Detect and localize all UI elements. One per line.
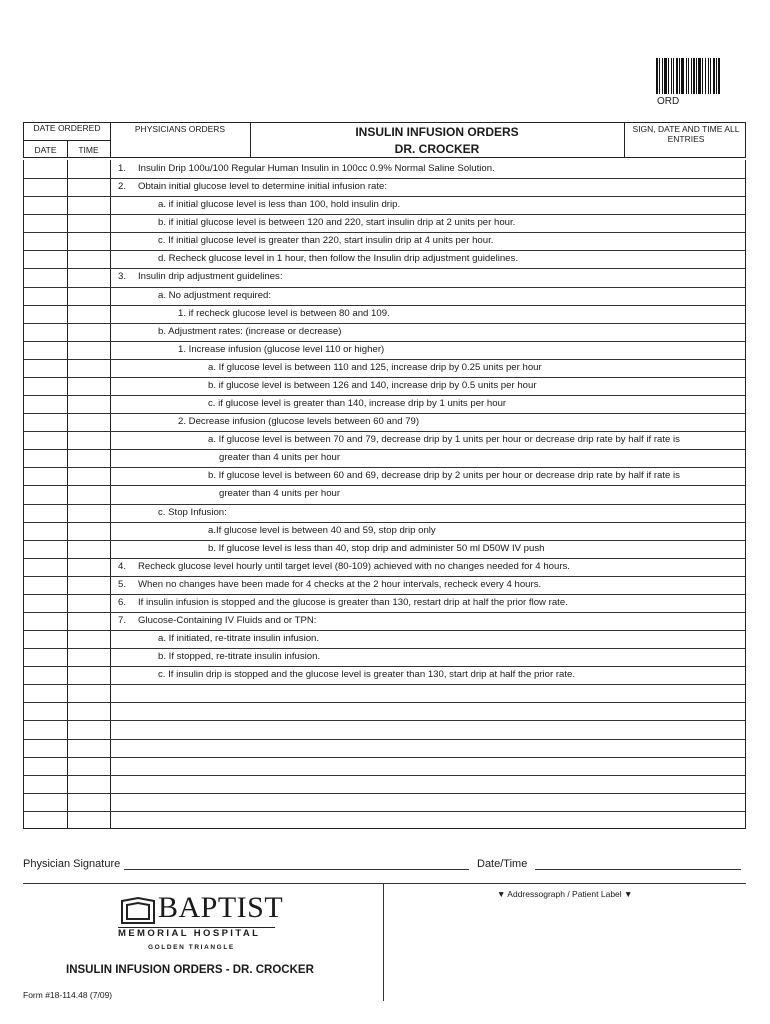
order-row <box>24 720 745 738</box>
order-row <box>24 504 745 522</box>
order-text: Insulin drip adjustment guidelines: <box>138 271 283 282</box>
order-text: greater than 4 units per hour <box>219 488 341 499</box>
order-row <box>24 449 745 467</box>
order-text: b. Adjustment rates: (increase or decrease) <box>158 326 342 337</box>
order-text: Recheck glucose level hourly until target level (80-109) achieved with no changes needed for 4 hours. <box>138 561 570 572</box>
order-text: a. if initial glucose level is less than 100, hold insulin drip. <box>158 199 401 210</box>
order-text: If insulin infusion is stopped and the glucose is greater than 130, restart drip at half the prior flow rate. <box>138 597 568 608</box>
time-column-header: TIME <box>78 145 99 155</box>
order-row <box>24 739 745 757</box>
order-row <box>24 413 745 431</box>
order-row <box>24 612 745 630</box>
order-text: b. if glucose level is between 126 and 140, increase drip by 0.5 units per hour <box>208 380 537 391</box>
order-row <box>24 359 745 377</box>
order-row <box>24 196 745 214</box>
form-footer-title: INSULIN INFUSION ORDERS - DR. CROCKER <box>66 964 314 976</box>
date-column-header: DATE <box>34 145 57 155</box>
order-row <box>24 522 745 540</box>
order-row <box>24 811 745 829</box>
order-row <box>24 775 745 793</box>
order-row <box>24 467 745 485</box>
order-text: Insulin Drip 100u/100 Regular Human Insulin in 100cc 0.9% Normal Saline Solution. <box>138 163 495 174</box>
footer-vertical-divider <box>383 883 384 1001</box>
order-row <box>24 395 745 413</box>
order-text: When no changes have been made for 4 checks at the 2 hour intervals, recheck every 4 hours. <box>138 579 542 590</box>
order-text: c. if glucose level is greater than 140, increase drip by 1 units per hour <box>208 398 507 409</box>
order-text: a. If glucose level is between 70 and 79, decrease drip by 1 units per hour or decrease drip rate by half if rate is <box>208 434 680 445</box>
barcode <box>656 58 744 94</box>
order-text: b. if initial glucose level is between 120 and 220, start insulin drip at 2 units per hour. <box>158 217 516 228</box>
sign-date-note: SIGN, DATE AND TIME ALL ENTRIES <box>632 124 740 144</box>
date-time-line[interactable] <box>535 869 741 870</box>
order-number: 5. <box>118 579 127 590</box>
order-row <box>24 594 745 612</box>
order-text: b. If glucose level is less than 40, stop drip and administer 50 ml D50W IV push <box>208 543 545 554</box>
order-row <box>24 232 745 250</box>
order-row <box>24 268 745 286</box>
order-number: 7. <box>118 615 127 626</box>
logo-emblem-icon <box>118 897 158 927</box>
order-number: 1. <box>118 163 127 174</box>
order-row <box>24 540 745 558</box>
order-number: 6. <box>118 597 127 608</box>
order-row <box>24 648 745 666</box>
order-number: 2. <box>118 181 127 192</box>
order-row <box>24 323 745 341</box>
order-text: b. If stopped, re-titrate insulin infusion. <box>158 651 321 662</box>
order-row <box>24 558 745 576</box>
date-ordered-header: DATE ORDERED <box>33 123 101 133</box>
order-text: a.If glucose level is between 40 and 59, stop drip only <box>208 525 436 536</box>
footer-divider <box>23 883 746 884</box>
order-row <box>24 485 745 503</box>
orders-table <box>23 160 746 829</box>
order-row <box>24 431 745 449</box>
order-text: Obtain initial glucose level to determine initial infusion rate: <box>138 181 388 192</box>
order-text: a. If glucose level is between 110 and 125, increase drip by 0.25 units per hour <box>208 362 542 373</box>
date-time-label: Date/Time <box>477 858 528 870</box>
order-row <box>24 377 745 395</box>
order-text: c. If insulin drip is stopped and the glucose level is greater than 130, start drip at half the prior rate. <box>158 669 576 680</box>
physician-signature-label: Physician Signature <box>23 858 121 870</box>
order-row <box>24 793 745 811</box>
order-text: 1. if recheck glucose level is between 80 and 109. <box>178 308 390 319</box>
form-title: INSULIN INFUSION ORDERS <box>355 125 519 139</box>
order-row <box>24 666 745 684</box>
order-text: c. If initial glucose level is greater than 220, start insulin drip at 4 units per hour. <box>158 235 494 246</box>
order-row <box>24 702 745 720</box>
physicians-orders-header: PHYSICIANS ORDERS <box>134 124 226 134</box>
form-number: Form #18-114.48 (7/09) <box>23 990 113 1000</box>
logo-name: BAPTIST <box>158 891 284 924</box>
order-text: b. If glucose level is between 60 and 69, decrease drip by 2 units per hour or decrease drip rate by half if rate is <box>208 470 680 481</box>
form-subtitle: DR. CROCKER <box>394 142 480 156</box>
order-number: 4. <box>118 561 127 572</box>
order-row <box>24 757 745 775</box>
order-row <box>24 341 745 359</box>
order-row <box>24 214 745 232</box>
order-row <box>24 576 745 594</box>
order-text: a. No adjustment required: <box>158 290 272 301</box>
order-text: c. Stop Infusion: <box>158 507 227 518</box>
order-text: 2. Decrease infusion (glucose levels between 60 and 79) <box>178 416 420 427</box>
order-row <box>24 178 745 196</box>
order-row <box>24 630 745 648</box>
order-text: greater than 4 units per hour <box>219 452 341 463</box>
order-row <box>24 684 745 702</box>
order-text: d. Recheck glucose level in 1 hour, then follow the Insulin drip adjustment guidelines. <box>158 253 518 264</box>
order-text: a. If initiated, re-titrate insulin infusion. <box>158 633 320 644</box>
barcode-label: ORD <box>657 96 680 107</box>
order-text: Glucose-Containing IV Fluids and or TPN: <box>138 615 317 626</box>
order-row <box>24 287 745 305</box>
logo-subtitle-2: GOLDEN TRIANGLE <box>148 944 235 951</box>
orders-header <box>23 122 746 158</box>
order-number: 3. <box>118 271 127 282</box>
order-row <box>24 305 745 323</box>
order-text: 1. Increase infusion (glucose level 110 or higher) <box>178 344 385 355</box>
order-row <box>24 250 745 268</box>
order-row <box>24 160 745 178</box>
logo-subtitle: MEMORIAL HOSPITAL <box>118 928 261 939</box>
physician-signature-line[interactable] <box>124 869 469 870</box>
addressograph-label: ▼ Addressograph / Patient Label ▼ <box>497 889 633 899</box>
